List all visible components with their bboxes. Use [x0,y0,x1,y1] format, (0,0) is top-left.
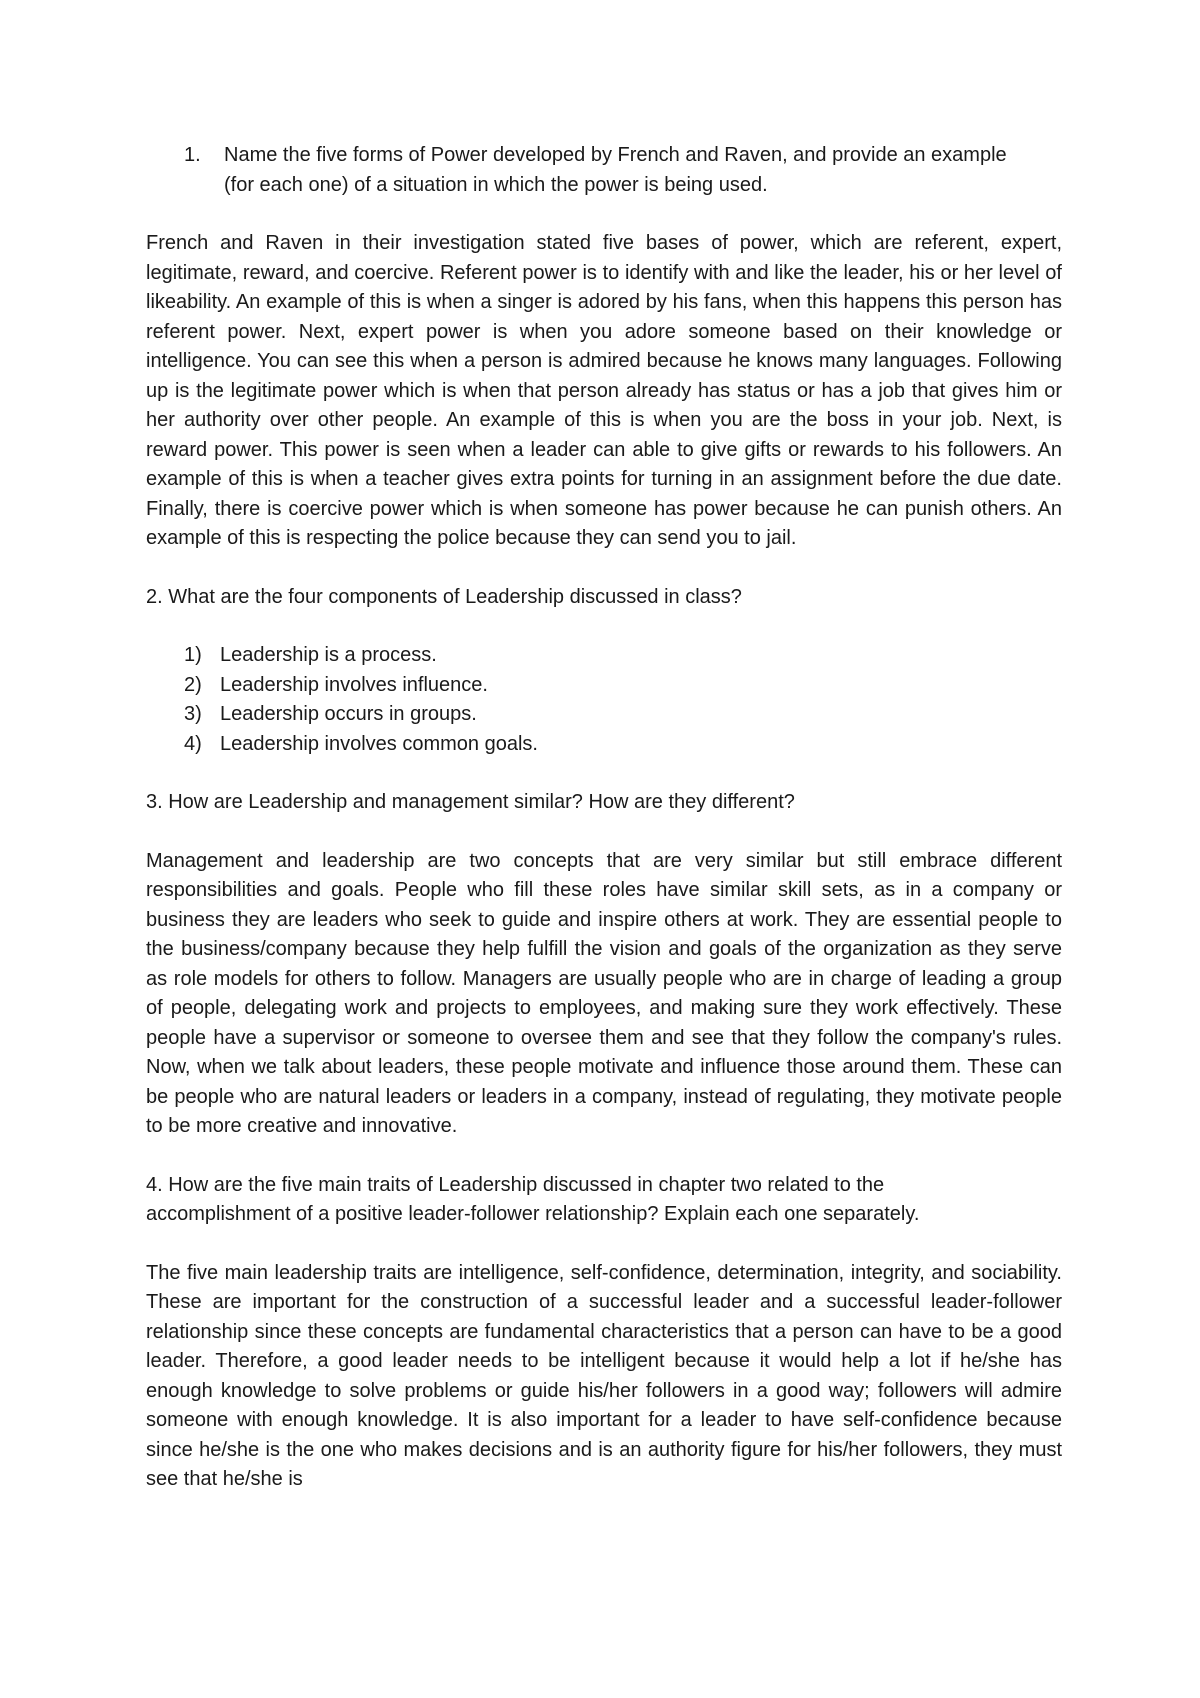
question-1-text: Name the five forms of Power developed by French and Raven, and provide an example (for each one) of a situation in which the power is being used. [224,144,1007,196]
question-2: 2. What are the four components of Leadership discussed in class? [146,585,742,608]
question-1-number: 1. [184,144,201,166]
list-item-number: 2) [184,673,202,696]
list-item [146,641,1062,671]
leadership-components-list [146,641,1062,759]
question-4-line-1: 4. How are the five main traits of Leadership discussed in chapter two related to the [146,1173,885,1196]
list-item-number: 3) [184,703,202,725]
question-4 [146,1171,1062,1230]
list-item-text: Leadership involves common goals. [220,732,538,755]
list-item-text: Leadership occurs in groups. [220,703,477,725]
question-4-line-2: accomplishment of a positive leader-follower relationship? Explain each one separately. [146,1203,920,1225]
list-item-text: Leadership involves influence. [220,673,488,696]
answer-1: French and Raven in their investigation stated five bases of power, which are referent, expert, legitimate, reward, and coercive. Referent power is to identify with and like the leader, his or her level of likeability. An example of this is when a singer is adored by his fans, when this happens this person has referent power. Next, expert power is when you adore someone based on their knowledge or intelligence. You can see this when a person is admired because he knows many languages. Following up is the legitimate power which is when that person already has status or has a job that gives him or her authority over other people. An example of this is when you are the boss in your job. Next, is reward power. This power is seen when a leader can able to give gifts or rewards to his followers. An example of this is when a teacher gives extra points for turning in an assignment before the due date. Finally, there is coercive power which is when someone has power because he can punish others. An example of this is respecting the police because they can send you to jail. [146,232,1062,549]
document-content [146,141,1062,1495]
list-item [146,700,1062,730]
answer-4: The five main leadership traits are intelligence, self-confidence, determination, integrity, and sociability. These are important for the construction of a successful leader and a successful leader-follower relationship since these concepts are fundamental characteristics that a person can have to be a good leader. Therefore, a good leader needs to be intelligent because it would help a lot if he/she has enough knowledge to solve problems or guide his/her followers in a good way; followers will admire someone with enough knowledge. It is also important for a leader to have self-confidence because since he/she is the one who makes decisions and is an authority figure for his/her followers, they must see that he/she is [146,1261,1062,1490]
question-1 [146,141,1062,200]
list-item [146,730,1062,760]
list-item-number: 1) [184,644,202,666]
list-item-number: 4) [184,732,202,755]
question-3: 3. How are Leadership and management similar? How are they different? [146,791,795,813]
list-item [146,671,1062,701]
answer-3: Management and leadership are two concepts that are very similar but still embrace different responsibilities and goals. People who fill these roles have similar skill sets, as in a company or business they are leaders who seek to guide and inspire others at work. They are essential people to the business/company because they help fulfill the vision and goals of the organization as they serve as role models for others to follow. Managers are usually people who are in charge of leading a group of people, delegating work and projects to employees, and making sure they work effectively. These people have a supervisor or someone to oversee them and see that they follow the company's rules. Now, when we talk about leaders, these people motivate and influence those around them. These can be people who are natural leaders or leaders in a company, instead of regulating, they motivate people to be more creative and innovative. [146,849,1062,1137]
list-item-text: Leadership is a process. [220,644,437,666]
